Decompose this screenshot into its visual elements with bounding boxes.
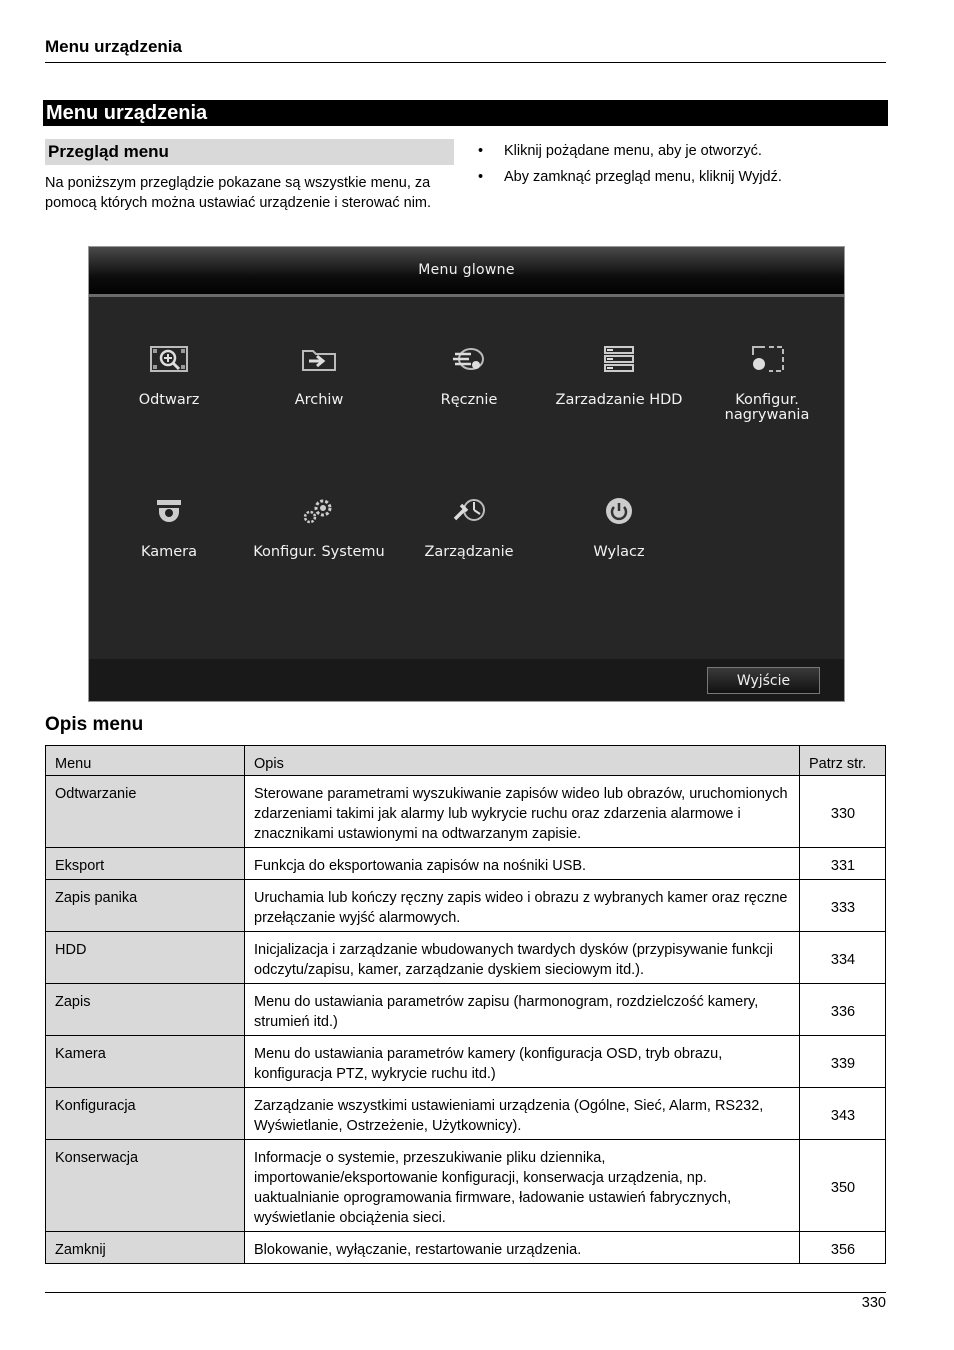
row-description: Funkcja do eksportowania zapisów na nośniki USB. — [245, 848, 800, 880]
row-page-ref: 330 — [800, 776, 886, 848]
row-description: Menu do ustawiania parametrów kamery (konfiguracja OSD, tryb obrazu, konfiguracja PTZ, wykrycie ruchu itd.) — [245, 1036, 800, 1088]
dome-camera-icon — [149, 497, 189, 525]
exit-button[interactable]: Wyjście — [707, 667, 820, 694]
menu-tile-label: Archiw — [294, 392, 344, 408]
table-row — [46, 848, 886, 880]
overview-heading: Przegląd menu — [45, 139, 454, 165]
menu-tile-label: Konfigur. nagrywania — [724, 392, 810, 423]
section-title: Menu urządzenia — [43, 100, 888, 126]
row-page-ref: 339 — [800, 1036, 886, 1088]
table-row — [46, 1140, 886, 1232]
row-page-ref: 334 — [800, 932, 886, 984]
menu-tile-label: Kamera — [140, 544, 198, 560]
menu-tile-label: Konfigur. Systemu — [253, 544, 385, 560]
dvr-menu-footer — [89, 659, 844, 702]
menu-tile-label: Zarzadzanie HDD — [555, 392, 683, 408]
menu-tile-shutdown[interactable] — [544, 497, 694, 560]
table-header-row — [46, 746, 886, 776]
dvr-main-menu-screenshot — [88, 246, 845, 702]
playback-search-icon — [149, 345, 189, 373]
table-row — [46, 1232, 886, 1264]
instruction-list — [476, 141, 886, 193]
menu-tile-label: Ręcznie — [440, 392, 498, 408]
menu-tile-label: Zarządzanie — [424, 544, 514, 560]
table-row — [46, 932, 886, 984]
row-page-ref: 356 — [800, 1232, 886, 1264]
manual-record-icon — [449, 345, 489, 373]
table-row — [46, 1036, 886, 1088]
instruction-item: • Aby zamknąć przegląd menu, kliknij Wyjdź. — [476, 167, 886, 187]
row-page-ref: 331 — [800, 848, 886, 880]
row-menu-name: Eksport — [46, 848, 245, 880]
row-page-ref: 336 — [800, 984, 886, 1036]
row-menu-name: Konfiguracja — [46, 1088, 245, 1140]
menu-tile-system-config[interactable] — [244, 497, 394, 560]
dvr-menu-title: Menu glowne — [89, 247, 844, 297]
row-description: Inicjalizacja i zarządzanie wbudowanych twardych dysków (przypisywanie funkcji odczytu/zapisu, kamer, zarządzanie dyskiem sieciowym itd.). — [245, 932, 800, 984]
row-menu-name: Zamknij — [46, 1232, 245, 1264]
page-number: 330 — [861, 1295, 886, 1311]
row-menu-name: HDD — [46, 932, 245, 984]
maintenance-tools-icon — [449, 497, 489, 525]
menu-tile-manual[interactable] — [394, 345, 544, 408]
archive-export-icon — [299, 345, 339, 373]
power-icon — [599, 497, 639, 525]
hdd-rack-icon — [599, 345, 639, 373]
menu-tile-playback[interactable] — [94, 345, 244, 408]
menu-description-table — [45, 745, 886, 1264]
menu-tile-camera[interactable] — [94, 497, 244, 560]
column-header-menu: Menu — [46, 746, 245, 776]
row-page-ref: 350 — [800, 1140, 886, 1232]
row-description: Zarządzanie wszystkimi ustawieniami urządzenia (Ogólne, Sieć, Alarm, RS232, Wyświetlanie, Ostrzeżenie, Użytkownicy). — [245, 1088, 800, 1140]
row-description: Uruchamia lub kończy ręczny zapis wideo i obrazu z wybranych kamer oraz ręczne przełączanie wyjść alarmowych. — [245, 880, 800, 932]
menu-tile-archive[interactable] — [244, 345, 394, 408]
table-row — [46, 984, 886, 1036]
record-config-icon — [747, 345, 787, 373]
menu-tile-label: Odtwarz — [138, 392, 200, 408]
row-description: Informacje o systemie, przeszukiwanie pliku dziennika, importowanie/eksportowanie konfiguracji, konserwacja urządzenia, np. uaktualnianie oprogramowania firmware, ładowanie ustawień fabrycznych, wyświetlanie obciążenia sieci. — [245, 1140, 800, 1232]
table-row — [46, 880, 886, 932]
row-description: Menu do ustawiania parametrów zapisu (harmonogram, rozdzielczość kamery, strumień itd.) — [245, 984, 800, 1036]
overview-text: Na poniższym przeglądzie pokazane są wszystkie menu, za pomocą których można ustawiać urządzenie i sterować nim. — [45, 175, 432, 211]
menu-tile-label: Wylacz — [593, 544, 645, 560]
menu-tile-maintenance[interactable] — [394, 497, 544, 560]
row-menu-name: Konserwacja — [46, 1140, 245, 1232]
column-header-description: Opis — [245, 746, 800, 776]
running-header: Menu urządzenia — [45, 37, 886, 63]
footer-rule — [45, 1292, 886, 1293]
table-row — [46, 1088, 886, 1140]
row-menu-name: Odtwarzanie — [46, 776, 245, 848]
row-menu-name: Zapis — [46, 984, 245, 1036]
row-menu-name: Kamera — [46, 1036, 245, 1088]
system-gears-icon — [299, 497, 339, 525]
table-row — [46, 776, 886, 848]
row-page-ref: 333 — [800, 880, 886, 932]
instruction-item: • Kliknij pożądane menu, aby je otworzyć. — [476, 141, 886, 161]
row-description: Blokowanie, wyłączanie, restartowanie urządzenia. — [245, 1232, 800, 1264]
menu-tile-hdd[interactable] — [544, 345, 694, 408]
row-description: Sterowane parametrami wyszukiwanie zapisów wideo lub obrazów, uruchomionych zdarzeniami takimi jak alarmy lub wykrycie ruchu oraz zdarzenia alarmowe i znacznikami ustawionymi na odtwarzanym zapisie. — [245, 776, 800, 848]
column-header-page: Patrz str. — [800, 746, 886, 776]
dvr-menu-grid — [89, 297, 844, 659]
menu-tile-record-config[interactable] — [692, 345, 842, 423]
row-menu-name: Zapis panika — [46, 880, 245, 932]
description-heading: Opis menu — [45, 714, 144, 735]
row-page-ref: 343 — [800, 1088, 886, 1140]
